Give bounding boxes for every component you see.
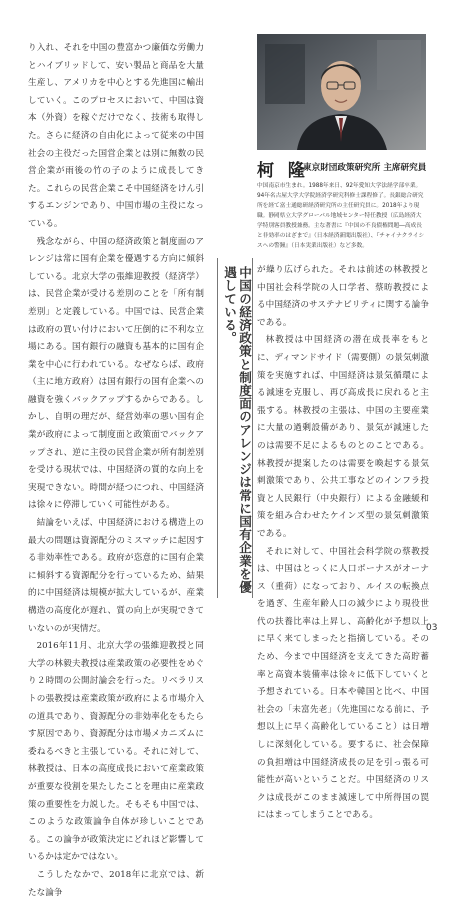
pull-quote (217, 258, 253, 598)
paragraph: 残念ながら、中国の経済政策と制度面のアレンジは常に国有企業を優遇する方向に傾斜している。北京大学の張維迎教授（経済学）は、民営企業が受ける差別のことを「所有制差別」と定義している。中国では、民営企業は政府の買い付けにおいて圧倒的に不利な立場にある。国有銀行の融資も基本的に国有企業を中心に行われている。なぜならば、政府（主に地方政府）は国有銀行の国有企業への融資を強くバックアップするからである。しかし、自明の理だが、経営効率の悪い国有企業が政府によって制度面と政策面でバックアップされ、逆に主役の民営企業が所有制差別を受ける現状では、中国経済の質的な向上を実現できない。時間が経つにつれ、中国経済は徐々に停滞していく可能性がある。 (28, 236, 204, 511)
portrait-image (257, 34, 426, 150)
author-bio: 中国南京市生まれ。1988年来日、92年愛知大学法経学部卒業。94年名古屋大学大学院経済学研究科修士課程修了。長銀総合研究所を経て富士通総研経済研究所の主任研究員に。2018年より現職。静岡県立大学グローバル地域センター特任教授（広島経済大学特別客員教授兼務。主な著書に『中国の不良債権問題―高成長と非効率のはざまで』（日本経済新聞出版社）、『チャイナクライシスへの警鐘』（日本実業出版社）など多数。 (257, 183, 425, 249)
pull-quote-text: 中国の経済政策と制度面のアレンジは常に国有企業を優遇している。 (222, 266, 252, 594)
page-number: 03 (426, 623, 438, 633)
author-photo (257, 34, 426, 150)
author-name: 柯 隆 (257, 161, 309, 181)
paragraph: こうしたなかで、2018年に北京では、新たな論争 (28, 869, 204, 898)
paragraph: り入れ、それを中国の豊富かつ廉価な労働力とハイブリッドして、安い製品と商品を大量生産し、アメリカを中心とする先進国に輸出していく。このプロセスにおいて、中国は資本（外資）を稼ぐだけでなく、技術も取得した。さらに経済の自由化によって従来の中国社会の主役だった国営企業とは別に無数の民営企業が雨後の竹の子のように成長してきた。これらの民営企業こそ中国経済をけん引するエンジンであり、中国市場の主役になっている。 (28, 43, 204, 229)
paragraph: が繰り広げられた。それは前述の林教授と中国社会科学院の人口学者、蔡昉教授による中国経済のサステナビリティに関する論争である。 (257, 265, 429, 328)
paragraph: 結論をいえば、中国経済における構造上の最大の問題は資源配分のミスマッチに起因する非効率性である。政府が恣意的に国有企業に傾斜する資源配分を行っているため、結果的に中国経済は規模が拡大しているが、産業構造の高度化が遅れ、質の向上が実現できていないのが実情だ。 (28, 518, 204, 634)
paragraph: 2016年11月、北京大学の張維迎教授と同大学の林毅夫教授は産業政策の必要性をめぐり２時間の公開討論会を行った。リベラリストの張教授は産業政策が政府による市場介入の道具であり、資源配分の非効率化をもたらす原因であり、資源配分は市場メカニズムに委ねるべきと主張している。それに対して、林教授は、日本の高度成長において産業政策が重要な役割を果たしたことを理由に産業政策の重要性を力説した。そもそも中国では、このような政策論争自体が珍しいことである。この論争が政策決定にどれほど影響しているかは定かではない。 (28, 641, 204, 863)
left-column (28, 40, 204, 902)
paragraph: それに対して、中国社会科学院の蔡教授は、中国はとっくに人口ボーナスがオーナス（重荷）になっており、ルイスの転換点を過ぎ、生産年齢人口の減少により現役世代の扶養比率は上昇し、高齢化が予想以上に早く来てしまったと指摘している。そのため、今まで中国経済を支えてきた高貯蓄率と高資本装備率は徐々に低下していくと予想されている。日本や韓国と比べ、中国社会の「未富先老」（先進国になる前に、予想以上に早く高齢化していること）は日増しに深刻化している。要するに、社会保障の負担増は中国経済成長の足を引っ張る可能性が高いということだ。中国経済のリスクは成長がこのまま減速して中所得国の罠にはまってしまうことである。 (257, 546, 429, 821)
right-column (257, 262, 429, 825)
paragraph: 林教授は中国経済の潜在成長率をもとに、ディマンドサイド（需要側）の景気刺激策を実施すれば、中国経済は景気循環による減速を克服し、再び高成長に戻れると主張する。林教授の主張は、中国の主要産業に大量の過剰設備があり、景気が減速したのは需要不足によるものとのことである。林教授が提案したのは需要を喚起する景気刺激策であり、公共工事などのインフラ投資と人民銀行（中央銀行）による金融緩和策を組み合わせたケインズ型の景気刺激策である。 (257, 335, 429, 539)
author-header (257, 156, 437, 180)
author-affiliation: 東京財団政策研究所 主席研究員 (303, 163, 427, 173)
